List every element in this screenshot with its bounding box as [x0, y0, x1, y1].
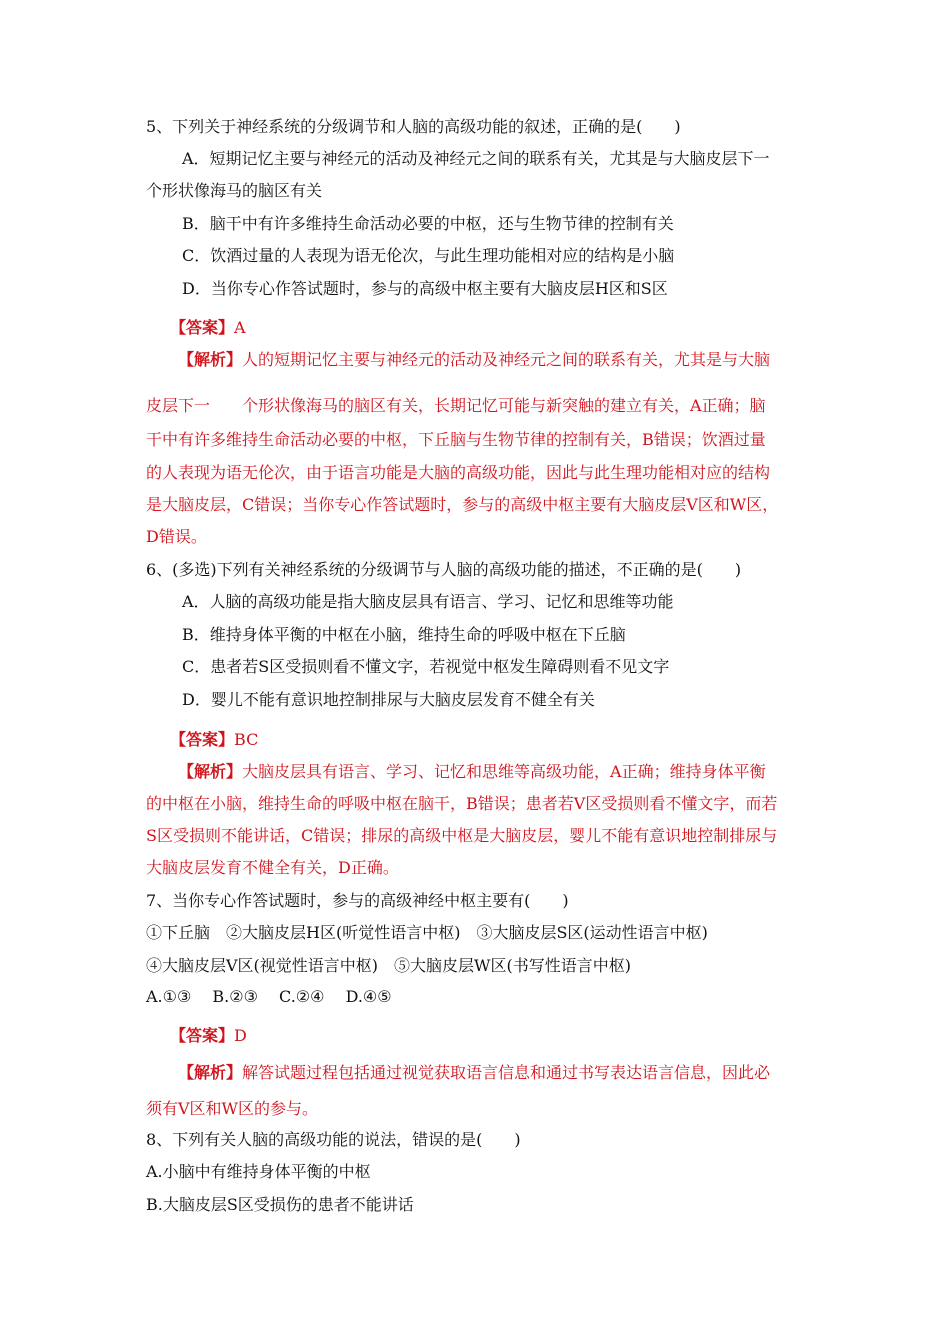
- q7-answer: [170, 1026, 247, 1046]
- q5-analysis-line3: 干中有许多维持生命活动必要的中枢，下丘脑与生物节律的控制有关，B错误；饮酒过量: [146, 430, 766, 449]
- q8-stem: 8、下列有关人脑的高级功能的说法，错误的是( ): [146, 1130, 521, 1149]
- q6-answer-value: BC: [234, 730, 259, 749]
- q7-options-line2: ④大脑皮层V区(视觉性语言中枢) ⑤大脑皮层W区(书写性语言中枢): [146, 956, 631, 975]
- q6-analysis-label: 【解析】: [178, 762, 243, 781]
- q6-answer: [170, 730, 258, 750]
- q8-option-b: B.大脑皮层S区受损伤的患者不能讲话: [146, 1195, 414, 1214]
- q5-option-b: B．脑干中有许多维持生命活动必要的中枢，还与生物节律的控制有关: [182, 214, 674, 233]
- q7-answer-value: D: [234, 1026, 247, 1045]
- q7-analysis-text-1: 解答试题过程包括通过视觉获取语言信息和通过书写表达语言信息，因此必: [242, 1063, 771, 1082]
- q5-analysis-line1: [178, 350, 770, 370]
- q7-analysis-label: 【解析】: [178, 1063, 243, 1082]
- q6-analysis-text-1: 大脑皮层具有语言、学习、记忆和思维等高级功能，A正确；维持身体平衡: [242, 762, 766, 781]
- q5-analysis-line4: 的人表现为语无伦次，由于语言功能是大脑的高级功能，因此与此生理功能相对应的结构: [146, 463, 771, 482]
- q5-analysis-line6: D错误。: [146, 527, 207, 546]
- q6-option-b: B．维持身体平衡的中枢在小脑，维持生命的呼吸中枢在下丘脑: [182, 625, 626, 644]
- q6-answer-label: 【答案】: [170, 730, 235, 749]
- q5-option-d: D．当你专心作答试题时，参与的高级中枢主要有大脑皮层H区和S区: [182, 279, 668, 298]
- q6-analysis-line1: [178, 762, 766, 782]
- q5-analysis-text-1: 人的短期记忆主要与神经元的活动及神经元之间的联系有关，尤其是与大脑: [242, 350, 771, 369]
- q7-analysis-line2: 须有V区和W区的参与。: [146, 1099, 319, 1118]
- q5-answer-value: A: [234, 318, 246, 337]
- q6-analysis-line4: 大脑皮层发育不健全有关，D正确。: [146, 858, 399, 877]
- q5-analysis-label: 【解析】: [178, 350, 243, 369]
- q5-analysis-line5: 是大脑皮层，C错误；当你专心作答试题时，参与的高级中枢主要有大脑皮层V区和W区，: [146, 495, 779, 514]
- q5-answer-label: 【答案】: [170, 318, 235, 337]
- q6-option-d: D．婴儿不能有意识地控制排尿与大脑皮层发育不健全有关: [182, 690, 595, 709]
- q5-stem: 5、下列关于神经系统的分级调节和人脑的高级功能的叙述，正确的是( ): [146, 117, 681, 136]
- q6-option-c: C．患者若S区受损则看不懂文字，若视觉中枢发生障碍则看不见文字: [182, 657, 670, 676]
- q5-option-a-line2: 个形状像海马的脑区有关: [146, 181, 323, 200]
- q5-option-c: C．饮酒过量的人表现为语无伦次，与此生理功能相对应的结构是小脑: [182, 246, 675, 265]
- q6-option-a: A．人脑的高级功能是指大脑皮层具有语言、学习、记忆和思维等功能: [182, 592, 674, 611]
- q6-analysis-line2: 的中枢在小脑，维持生命的呼吸中枢在脑干，B错误；患者若V区受损则看不懂文字，而若: [146, 794, 778, 813]
- q8-option-a: A.小脑中有维持身体平衡的中枢: [146, 1162, 371, 1181]
- q7-answer-label: 【答案】: [170, 1026, 235, 1045]
- q5-analysis-line2: 皮层下一 个形状像海马的脑区有关，长期记忆可能与新突触的建立有关，A正确；脑: [146, 396, 766, 415]
- q7-stem: 7、当你专心作答试题时，参与的高级神经中枢主要有( ): [146, 891, 569, 910]
- q7-analysis-line1: [178, 1063, 770, 1083]
- q5-option-a-line1: A．短期记忆主要与神经元的活动及神经元之间的联系有关，尤其是与大脑皮层下一: [182, 149, 770, 168]
- q6-analysis-line3: S区受损则不能讲话，C错误；排尿的高级中枢是大脑皮层，婴儿不能有意识地控制排尿与: [146, 826, 778, 845]
- q5-answer: [170, 318, 246, 338]
- q7-choices: A.①③ B.②③ C.②④ D.④⑤: [146, 987, 392, 1006]
- q6-stem: 6、(多选)下列有关神经系统的分级调节与人脑的高级功能的描述，不正确的是( ): [146, 560, 742, 579]
- q7-options-line1: ①下丘脑 ②大脑皮层H区(听觉性语言中枢) ③大脑皮层S区(运动性语言中枢): [146, 923, 708, 942]
